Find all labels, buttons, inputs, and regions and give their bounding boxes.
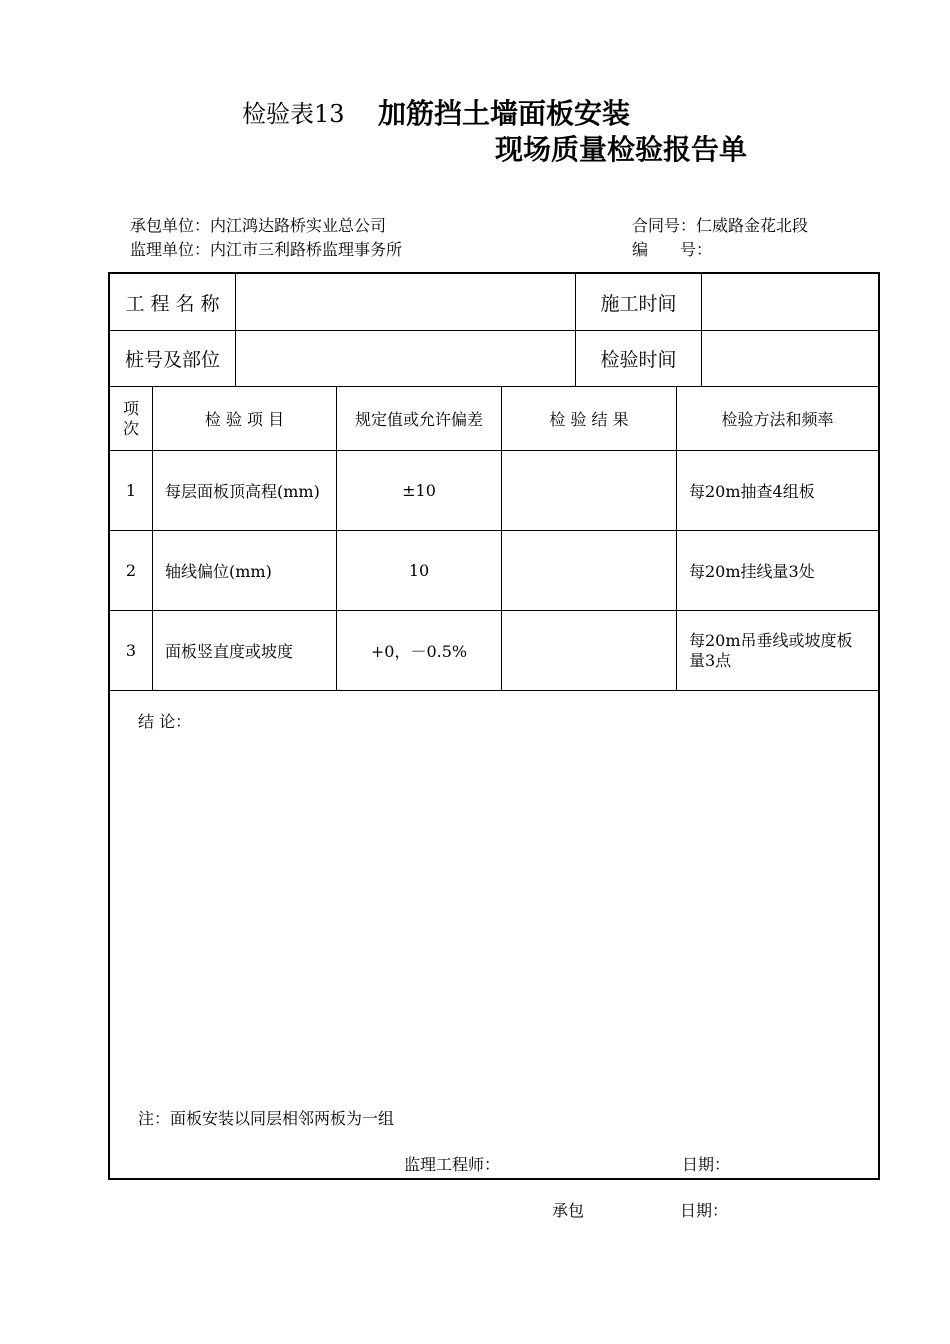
- conclusion-note: 注：面板安装以同层相邻两板为一组: [138, 1109, 395, 1128]
- column-header-no: 项次: [122, 398, 139, 438]
- contractor-signature-label: 承包: [552, 1201, 585, 1220]
- contractor-unit: 承包单位：内江鸿达路桥实业总公司: [130, 216, 387, 235]
- construction-time-field[interactable]: [702, 274, 878, 330]
- inspection-form-table: [108, 272, 880, 1180]
- contract-number: 合同号：仁威路金花北段: [632, 216, 809, 235]
- table-row-2-method: 每20m挂线量3处: [689, 562, 815, 581]
- form-title: 加筋挡土墙面板安装: [378, 97, 631, 130]
- engineer-date-label: 日期：: [682, 1155, 731, 1174]
- construction-time-label: 施工时间: [600, 292, 677, 315]
- inspection-time-label: 检验时间: [600, 349, 677, 371]
- project-name-label: 工 程 名 称: [125, 292, 220, 315]
- station-label: 桩号及部位: [124, 349, 220, 371]
- table-row-2-spec: 10: [408, 561, 430, 580]
- form-number: 检验表13: [242, 100, 345, 128]
- table-row-3-item: 面板竖直度或坡度: [165, 642, 294, 661]
- table-row-3-no: 3: [125, 641, 137, 660]
- project-name-field[interactable]: [236, 274, 575, 330]
- station-field[interactable]: [236, 331, 575, 386]
- table-row-3-method: 每20m吊垂线或坡度板量3点: [689, 630, 853, 670]
- column-header-item: 检 验 项 目: [204, 410, 285, 429]
- column-header-spec: 规定值或允许偏差: [354, 410, 483, 429]
- table-row-1-no: 1: [125, 481, 137, 500]
- table-row-2-no: 2: [125, 561, 137, 580]
- table-row-3-spec: +0，－0.5%: [370, 642, 468, 661]
- inspection-time-field[interactable]: [702, 331, 878, 386]
- form-subtitle: 现场质量检验报告单: [495, 133, 748, 166]
- table-row-1-result[interactable]: [502, 451, 676, 530]
- engineer-signature-label: 监理工程师：: [404, 1155, 501, 1174]
- conclusion-label: 结 论：: [138, 712, 192, 731]
- column-header-method: 检验方法和频率: [721, 410, 834, 429]
- column-header-result: 检 验 结 果: [549, 410, 629, 429]
- table-row-1-spec: ±10: [402, 481, 436, 500]
- table-row-1-item: 每层面板顶高程(mm): [165, 482, 320, 501]
- table-row-2-item: 轴线偏位(mm): [165, 562, 272, 581]
- serial-number: 编 号：: [632, 240, 713, 259]
- supervisor-unit: 监理单位：内江市三利路桥监理事务所: [130, 240, 403, 259]
- contractor-date-label: 日期：: [680, 1201, 729, 1220]
- table-row-2-result[interactable]: [502, 531, 676, 610]
- table-row-3-result[interactable]: [502, 611, 676, 690]
- table-row-1-method: 每20m抽查4组板: [689, 482, 815, 501]
